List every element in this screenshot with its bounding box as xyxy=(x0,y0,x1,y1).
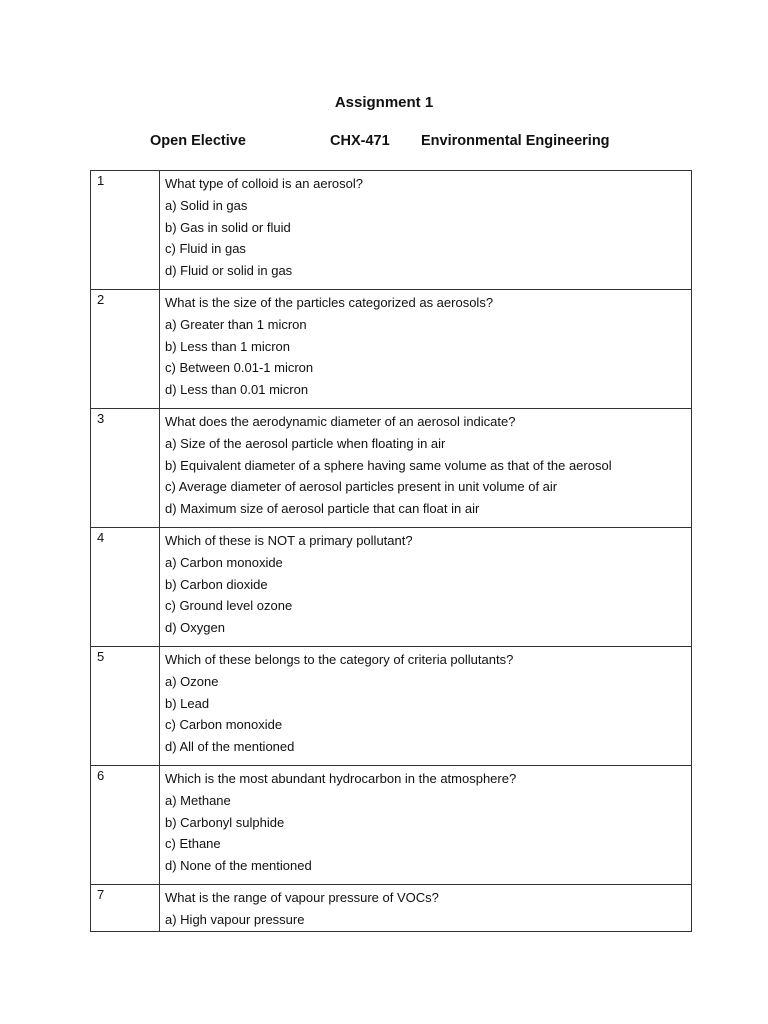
option-c: c) Between 0.01-1 micron xyxy=(165,360,314,376)
question-number: 6 xyxy=(91,766,160,885)
question-text: What is the size of the particles categorized as aerosols? xyxy=(165,295,494,310)
option-d: d) All of the mentioned xyxy=(165,739,295,755)
question-number: 7 xyxy=(91,885,160,932)
question-cell xyxy=(160,528,692,647)
option-d: d) Less than 0.01 micron xyxy=(165,382,309,398)
option-a: a) Ozone xyxy=(165,673,219,689)
question-row-2 xyxy=(91,290,692,409)
option-d: d) Fluid or solid in gas xyxy=(165,263,293,279)
option-b: b) Gas in solid or fluid xyxy=(165,219,291,235)
option-b: b) Less than 1 micron xyxy=(165,338,291,354)
elective-label: Open Elective xyxy=(150,133,246,149)
option-c: c) Carbon monoxide xyxy=(165,717,283,733)
question-row-5 xyxy=(91,647,692,766)
assignment-title: Assignment 1 xyxy=(334,94,434,111)
question-row-1 xyxy=(91,171,692,290)
option-b: b) Carbon dioxide xyxy=(165,576,268,592)
question-cell xyxy=(160,409,692,528)
question-number: 2 xyxy=(91,290,160,409)
question-text: Which of these is NOT a primary pollutant? xyxy=(165,533,413,548)
question-row-4 xyxy=(91,528,692,647)
question-row-3 xyxy=(91,409,692,528)
option-b: b) Lead xyxy=(165,695,210,711)
question-number: 4 xyxy=(91,528,160,647)
option-a: a) Size of the aerosol particle when floating in air xyxy=(165,435,446,451)
question-number: 5 xyxy=(91,647,160,766)
option-a: a) Solid in gas xyxy=(165,197,248,213)
question-row-6 xyxy=(91,766,692,885)
question-text: What type of colloid is an aerosol? xyxy=(165,176,363,191)
option-b: b) Equivalent diameter of a sphere having same volume as that of the aerosol xyxy=(165,457,612,473)
question-cell xyxy=(160,766,692,885)
option-b: b) Carbonyl sulphide xyxy=(165,814,285,830)
option-a: a) Carbon monoxide xyxy=(165,554,283,570)
option-c: c) Fluid in gas xyxy=(165,241,246,257)
question-text: What does the aerodynamic diameter of an aerosol indicate? xyxy=(165,414,516,429)
course-subject: Environmental Engineering xyxy=(421,133,610,149)
question-number: 3 xyxy=(91,409,160,528)
question-cell xyxy=(160,290,692,409)
course-code: CHX-471 xyxy=(330,133,390,149)
option-d: d) Maximum size of aerosol particle that can float in air xyxy=(165,501,480,517)
question-number: 1 xyxy=(91,171,160,290)
question-cell xyxy=(160,171,692,290)
question-text: What is the range of vapour pressure of VOCs? xyxy=(165,890,439,905)
option-c: c) Average diameter of aerosol particles present in unit volume of air xyxy=(165,479,558,495)
option-a: a) High vapour pressure xyxy=(165,911,305,927)
option-d: d) Oxygen xyxy=(165,620,225,636)
question-cell xyxy=(160,647,692,766)
option-c: c) Ground level ozone xyxy=(165,598,293,614)
question-table xyxy=(90,170,692,932)
option-d: d) None of the mentioned xyxy=(165,858,312,874)
question-text: Which is the most abundant hydrocarbon in the atmosphere? xyxy=(165,771,517,786)
question-cell xyxy=(160,885,692,932)
question-text: Which of these belongs to the category of criteria pollutants? xyxy=(165,652,514,667)
option-a: a) Methane xyxy=(165,792,231,808)
option-c: c) Ethane xyxy=(165,836,221,852)
question-row-7 xyxy=(91,885,692,932)
option-a: a) Greater than 1 micron xyxy=(165,316,307,332)
